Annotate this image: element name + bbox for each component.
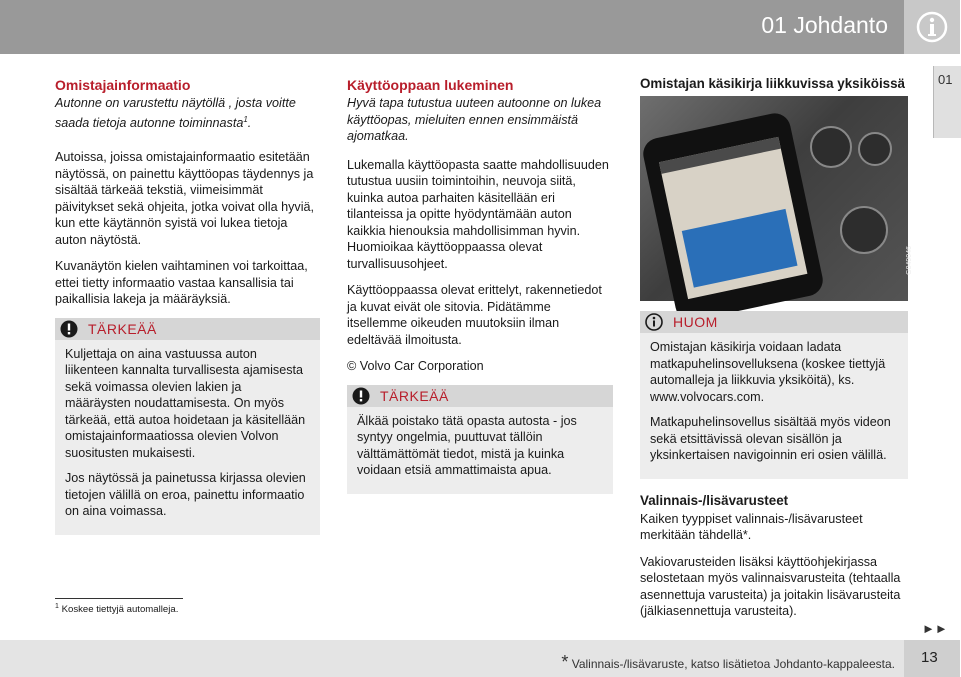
paragraph: Autoissa, joissa omistajainformaatio esitetään näytössä, on painettu käyttöopas täydennys ja sisältää tärkeää tekstiä, viimeisimmät päivitykset sekä ohjeita, jotka voivat olla hyviä, kun ette käytännön syistä voi lukea tietoja auton näytöstä.	[55, 150, 315, 247]
notice-paragraph: Matkapuhelinsovellus sisältää myös videon sekä etsittävissä olevan sisällön ja yksinkertaisen navigoinnin eri osien välillä.	[650, 415, 891, 462]
page-header	[0, 0, 960, 54]
notice-label: HUOM	[673, 314, 718, 330]
section-title-reading: Käyttöoppaan lukeminen	[347, 77, 514, 93]
section-subtitle-reading: Hyvä tapa tutustua uuteen autoonne on lukea käyttöopas, mieluiten ennen ensimmäistä ajomatkaa.	[347, 96, 602, 143]
paragraph: Kuvanäytön kielen vaihtaminen voi tarkoittaa, ettei tietty informaatio vastaa kansallisia tai paikallisia lakeja ja määräyksiä.	[55, 259, 308, 307]
notice-paragraph: Omistajan käsikirja voidaan ladata matkapuhelinsovelluksena (koskee tiettyjä automalleja ja liikkuvia yksiköitä), ks. www.volvocars.com.	[650, 340, 886, 404]
column-reading-manual	[347, 76, 613, 504]
warning-icon	[59, 320, 79, 338]
notice-label: TÄRKEÄÄ	[88, 320, 157, 337]
footnote-ref: 1	[243, 114, 248, 124]
phone-in-car-photo	[640, 96, 913, 301]
smartphone	[640, 110, 825, 323]
notice-body	[640, 333, 908, 479]
important-notice	[55, 318, 320, 535]
note-notice	[640, 311, 908, 479]
notice-header	[640, 311, 908, 333]
next-page-arrow-icon: ►►	[922, 621, 948, 636]
dashboard-knob	[858, 132, 892, 166]
info-icon	[916, 11, 948, 43]
notice-header	[347, 385, 613, 407]
dashboard-knob	[810, 126, 852, 168]
paragraph: Lukemalla käyttöopasta saatte mahdollisuuden tutustua uusiin toimintoihin, neuvoja siitä, kuinka autoa parhaiten käsitellään eri tilanteissa ja opitte hyödyntämään auton kaikkia hienouksia mahdollisimman hyvin. Huomioikaa käyttöoppaassa olevat turvallisuusohjeet.	[347, 157, 609, 271]
paragraph: Kaiken tyyppiset valinnais-/lisävarusteet merkitään tähdellä*.	[640, 511, 863, 542]
chapter-title: 01 Johdanto	[761, 12, 888, 38]
paragraph: Vakiovarusteiden lisäksi käyttöohjekirjassa selostetaan myös valinnaisvarusteita (tehtaalla asennettuja varusteita) ja joitakin lisävarusteita (jälkiasennettuja varusteita).	[640, 554, 901, 618]
section-title-accessories: Valinnais-/lisävarusteet	[640, 492, 789, 508]
phone-screen	[659, 137, 807, 299]
notice-label: TÄRKEÄÄ	[380, 387, 449, 404]
footnote-divider	[55, 598, 183, 599]
column-owner-information	[55, 76, 320, 545]
notice-header	[55, 318, 320, 340]
copyright: © Volvo Car Corporation	[347, 359, 484, 373]
info-icon	[644, 313, 664, 331]
page-number-box	[904, 640, 960, 677]
section-title-mobile: Omistajan käsikirja liikkuvissa yksiköissä	[640, 76, 906, 91]
section-subtitle-owner-info: Autonne on varustettu näytöllä , josta voitte saada tietoja autonne toiminnasta$^1$.	[55, 96, 296, 130]
notice-paragraph: Kuljettaja on aina vastuussa auton liikenteen kannalta turvallisesta ajamisesta sekä voimassa olevien lakien ja määräysten noudattamisesta. On myös tärkeää, että autoa hoidetaan ja käsitellään omistajainformaatiossa olevien Volvon suositusten mukaisesti.	[65, 346, 306, 460]
notice-body	[55, 340, 320, 535]
warning-icon	[351, 387, 371, 405]
info-box	[904, 0, 960, 54]
page-number: 13	[921, 649, 938, 666]
footer-note: * Valinnais-/lisävaruste, katso lisätietoa Johdanto-kappaleesta.	[561, 652, 895, 672]
notice-paragraph: Älkää poistako tätä opasta autosta - jos syntyy ongelmia, puuttuvat tällöin välttämättömät tiedot, mistä ja kuinka voidaan etsiä ammattimaista apua.	[357, 413, 577, 477]
page-footer	[0, 640, 960, 677]
phone-app-bar	[659, 137, 781, 174]
chapter-tab-label: 01	[938, 72, 953, 87]
paragraph: Käyttöoppaassa olevat erittelyt, rakennetiedot ja kuvat eivät ole sitovia. Pidätämme itsellemme oikeuden muutoksiin ilman edeltävää ilmoitusta.	[347, 283, 602, 347]
phone-app-popup	[682, 209, 798, 288]
notice-paragraph: Jos näytössä ja painetussa kirjassa olevien tietojen välillä on eroa, painettu informaatio on aina voimassa.	[65, 471, 306, 519]
dashboard-knob	[840, 206, 888, 254]
chapter-tab	[933, 66, 961, 138]
image-reference: G049046	[906, 246, 913, 275]
notice-body	[347, 407, 613, 494]
column-mobile-manual	[640, 76, 913, 630]
footnote: $^1$ Koskee tiettyjä automalleja.	[55, 603, 179, 616]
section-title-owner-info: Omistajainformaatio	[55, 77, 191, 93]
important-notice	[347, 385, 613, 494]
